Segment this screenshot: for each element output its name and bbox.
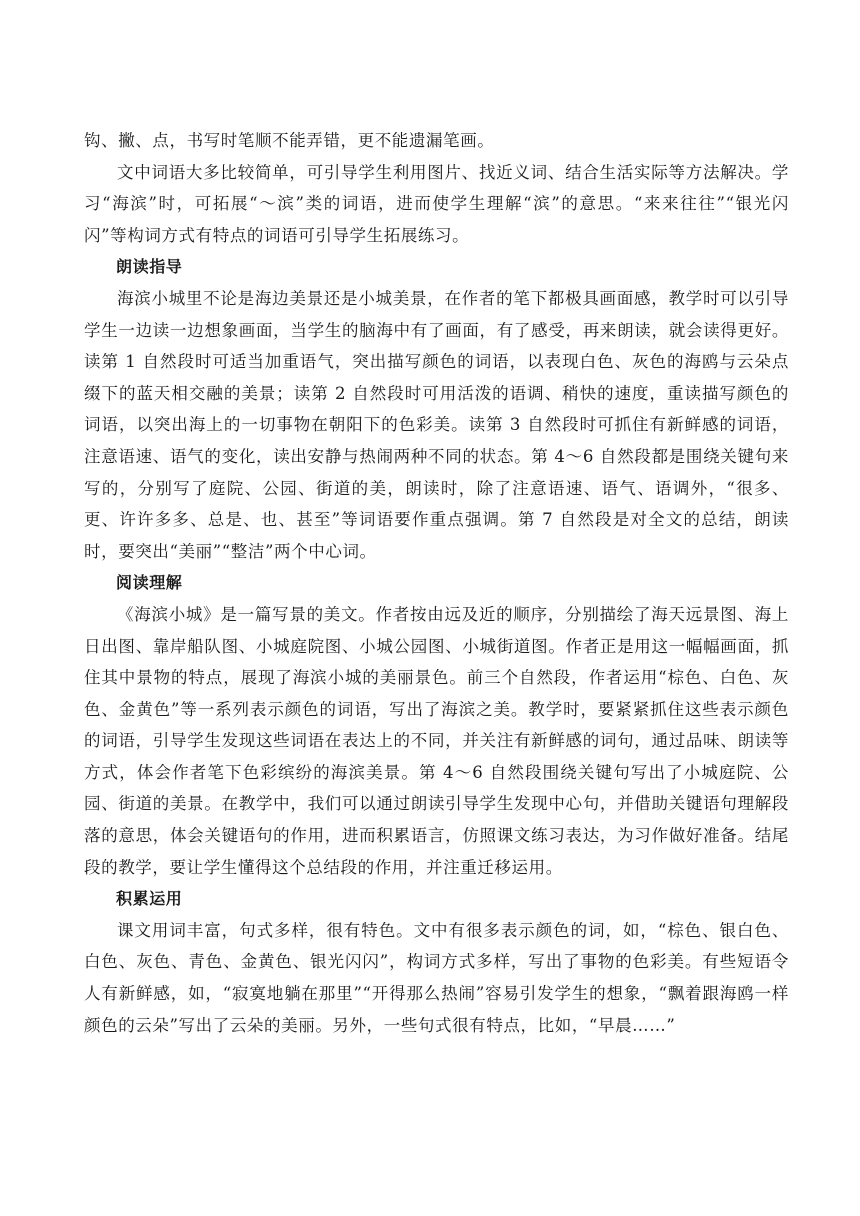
vocabulary-paragraph: 文中词语大多比较简单，可引导学生利用图片、找近义词、结合生活实际等方法解决。学习“海滨”时，可拓展“～滨”类的词语，进而使学生理解“滨”的意思。“来来往往”“银光闪闪”等构词方式有特点的词语可引导学生拓展练习。: [84, 162, 789, 245]
section-heading-accumulation-application: 积累运用: [116, 889, 183, 909]
accumulation-application-paragraph: 课文用词丰富，句式多样，很有特色。文中有很多表示颜色的词，如，“棕色、银白色、白色、灰色、青色、金黄色、银光闪闪”，构词方式多样，写出了事物的色彩美。有些短语令人有新鲜感，如，“寂寞地躺在那里”“开得那么热闹”容易引发学生的想象，“飘着跟海鸥一样颜色的云朵”写出了云朵的美丽。另外，一些句式很有特点，比如，“早晨……”: [84, 920, 789, 1035]
section-heading-reading-guidance: 朗读指导: [116, 257, 183, 277]
reading-comprehension-paragraph: 《海滨小城》是一篇写景的美文。作者按由远及近的顺序，分别描绘了海天远景图、海上日出图、靠岸船队图、小城庭院图、小城公园图、小城街道图。作者正是用这一幅幅画面，抓住其中景物的特点，展现了海滨小城的美丽景色。前三个自然段，作者运用“棕色、白色、灰色、金黄色”等一系列表示颜色的词语，写出了海滨之美。教学时，要紧紧抓住这些表示颜色的词语，引导学生发现这些词语在表达上的不同，并关注有新鲜感的词句，通过品味、朗读等方式，体会作者笔下色彩缤纷的海滨美景。第 4～6 自然段围绕关键句写出了小城庭院、公园、街道的美景。在教学中，我们可以通过朗读引导学生发现中心句，并借助关键语句理解段落的意思，体会关键语句的作用，进而积累语言，仿照课文练习表达，为习作做好准备。结尾段的教学，要让学生懂得这个总结段的作用，并注重迁移运用。: [84, 604, 789, 877]
reading-guidance-paragraph: 海滨小城里不论是海边美景还是小城美景，在作者的笔下都极具画面感，教学时可以引导学生一边读一边想象画面，当学生的脑海中有了画面，有了感受，再来朗读，就会读得更好。读第 1 自然段时可适当加重语气，突出描写颜色的词语，以表现白色、灰色的海鸥与云朵点缀下的蓝天相交融的美景；读第 2 自然段时可用活泼的语调、稍快的速度，重读描写颜色的词语，以突出海上的一切事物在朝阳下的色彩美。读第 3 自然段时可抓住有新鲜感的词语，注意语速、语气的变化，读出安静与热闹两种不同的状态。第 4～6 自然段都是围绕关键句来写的，分别写了庭院、公园、街道的美，朗读时，除了注意语速、语气、语调外，“很多、更、许许多多、总是、也、甚至”等词语要作重点强调。第 7 自然段是对全文的总结，朗读时，要突出“美丽”“整洁”两个中心词。: [84, 288, 789, 561]
section-heading-reading-comprehension: 阅读理解: [116, 573, 183, 593]
intro-continuation-paragraph: 钩、撇、点，书写时笔顺不能弄错，更不能遗漏笔画。: [84, 131, 495, 150]
document-page: [84, 125, 789, 1041]
